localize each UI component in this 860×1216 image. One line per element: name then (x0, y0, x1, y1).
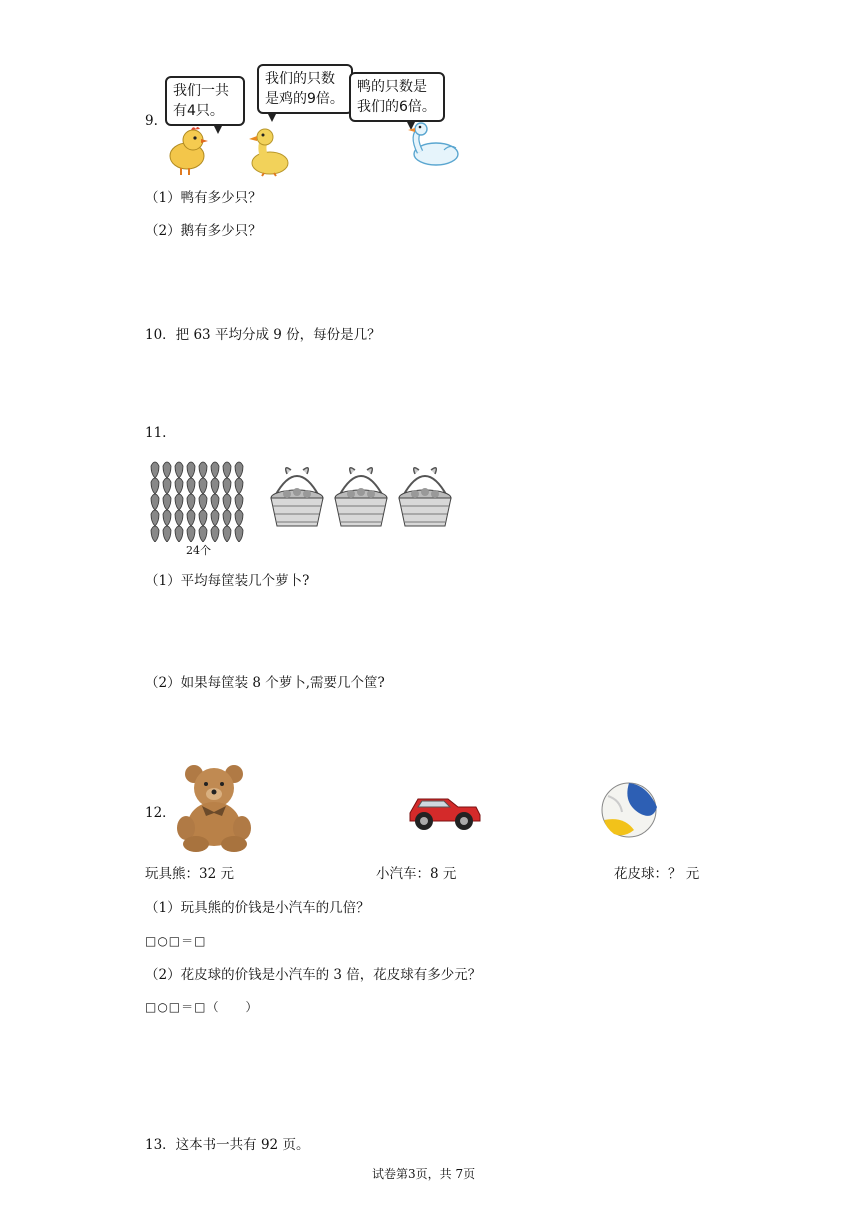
q11-number: 11. (145, 425, 167, 441)
q12-sub2: （2）花皮球的价钱是小汽车的 3 倍，花皮球有多少元？ (145, 967, 482, 983)
goose-speech-bubble: 鸭的只数是 我们的6倍。 (349, 72, 445, 122)
q12-sub1: （1）玩具熊的价钱是小汽车的几倍？ (145, 900, 370, 916)
ball-price: 花皮球：？ 元 (614, 866, 700, 882)
duck-image (246, 127, 290, 177)
basket-1-image (265, 462, 329, 532)
q9-sub2: （2）鹅有多少只？ (145, 223, 262, 239)
q13-text: 13．这本书一共有 92 页。 (145, 1137, 310, 1153)
teddy-bear-price: 玩具熊：32 元 (145, 866, 234, 882)
basket-3-image (393, 462, 457, 532)
q12-equation-1: □○□＝□ (145, 934, 207, 948)
q9-number: 9. (145, 113, 158, 129)
chick-speech-bubble: 我们一共 有4只。 (165, 76, 245, 126)
teddy-bear-image (172, 762, 258, 852)
q10-text: 10．把 63 平均分成 9 份，每份是几？ (145, 327, 381, 343)
q11-sub2: （2）如果每筐装 8 个萝卜,需要几个筐? (145, 675, 385, 691)
basket-2-image (329, 462, 393, 532)
chick-image (163, 124, 209, 176)
radish-pile-image (147, 452, 247, 542)
duck-speech-bubble: 我们的只数 是鸡的9倍。 (257, 64, 353, 114)
page-footer: 试卷第3页，共 7页 (372, 1167, 476, 1181)
q12-equation-2: □○□＝□（ ） (145, 1000, 259, 1014)
radish-count-label: 24个 (186, 544, 211, 557)
toy-car-price: 小汽车：8 元 (376, 866, 457, 882)
q11-sub1: （1）平均每筐装几个萝卜? (145, 573, 310, 589)
q9-sub1: （1）鸭有多少只？ (145, 190, 262, 206)
q12-number: 12． (145, 805, 176, 821)
toy-car-image (404, 785, 484, 833)
goose-image (406, 120, 460, 168)
volleyball-image (600, 782, 658, 838)
